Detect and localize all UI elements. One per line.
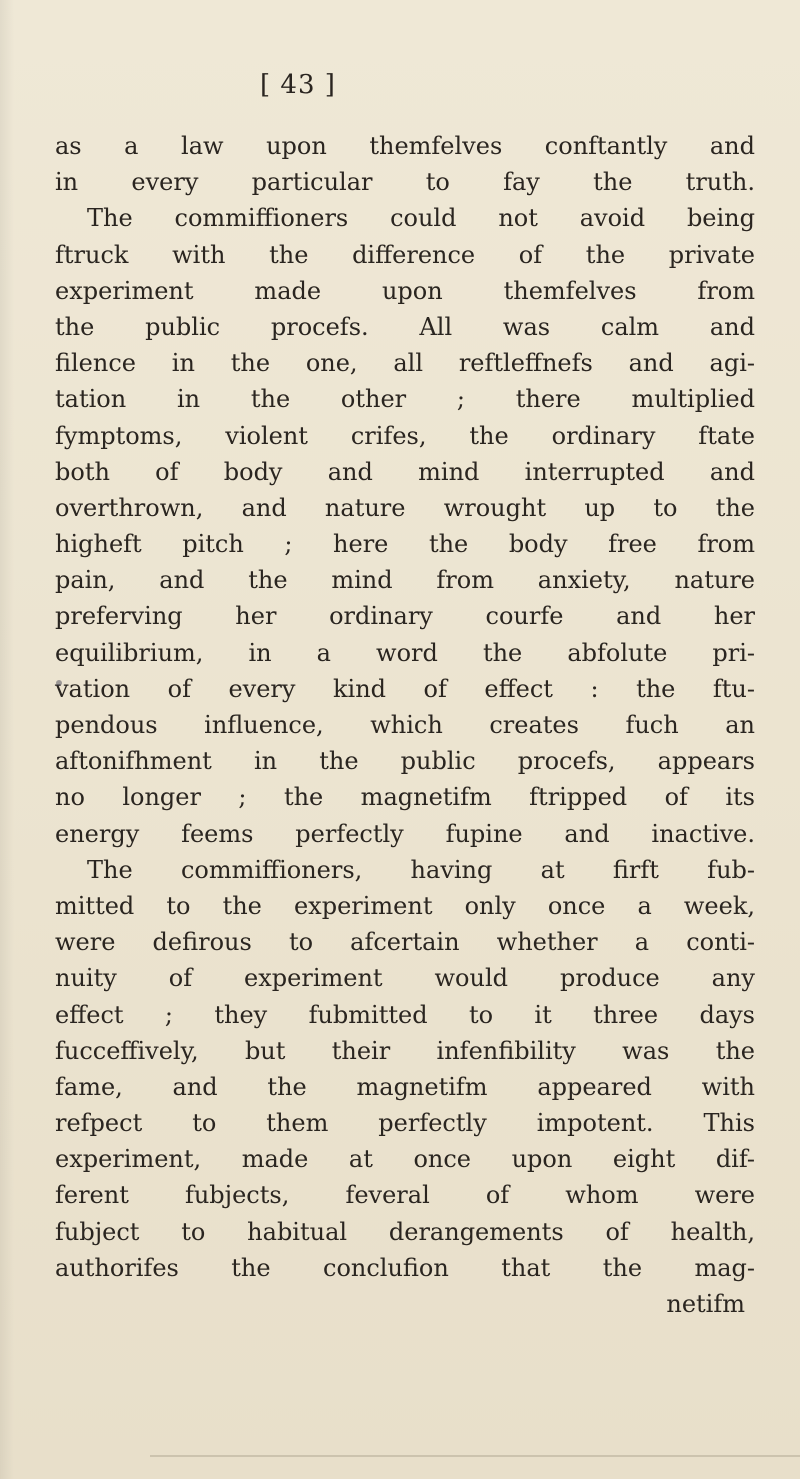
text-line: authorifes the conclufion that the mag- bbox=[55, 1253, 755, 1282]
text-line: fubject to habitual derangements of health, bbox=[55, 1217, 755, 1246]
text-line: effect ; they fubmitted to it three days bbox=[55, 1000, 755, 1029]
text-line: fame, and the magnetifm appeared with bbox=[55, 1072, 755, 1101]
catchword: netifm bbox=[666, 1290, 745, 1318]
text-line: in every particular to fay the truth. bbox=[55, 168, 755, 197]
text-line: experiment, made at once upon eight dif- bbox=[55, 1145, 755, 1174]
text-line: ftruck with the difference of the private bbox=[55, 240, 755, 269]
text-line: higheft pitch ; here the body free from bbox=[55, 530, 755, 559]
text-line: energy feems perfectly fupine and inactive. bbox=[55, 819, 755, 848]
text-line: fymptoms, violent crifes, the ordinary ftate bbox=[55, 421, 755, 450]
page-bottom-edge bbox=[150, 1455, 800, 1457]
text-line: ferent fubjects, feveral of whom were bbox=[55, 1181, 755, 1210]
text-line: both of body and mind interrupted and bbox=[55, 457, 755, 486]
text-line: pain, and the mind from anxiety, nature bbox=[55, 566, 755, 595]
ink-speck bbox=[56, 680, 62, 686]
text-line: vation of every kind of effect : the ftu- bbox=[55, 674, 755, 703]
text-line: experiment made upon themfelves from bbox=[55, 276, 755, 305]
page-number: [ 43 ] bbox=[260, 70, 336, 100]
text-line: mitted to the experiment only once a week, bbox=[55, 891, 755, 920]
text-line: the public procefs. All was calm and bbox=[55, 312, 755, 341]
text-line: aftonifhment in the public procefs, appears bbox=[55, 747, 755, 776]
text-line: equilibrium, in a word the abfolute pri- bbox=[55, 638, 755, 667]
text-line: The commiffioners, having at firft fub- bbox=[87, 855, 755, 884]
text-line: filence in the one, all reftleffnefs and agi- bbox=[55, 349, 755, 378]
text-line: pendous influence, which creates fuch an bbox=[55, 711, 755, 739]
text-line: tation in the other ; there multiplied bbox=[55, 385, 755, 414]
text-line: refpect to them perfectly impotent. This bbox=[55, 1109, 755, 1138]
body-text bbox=[55, 128, 755, 1322]
text-line: The commiffioners could not avoid being bbox=[87, 204, 755, 233]
text-line: nuity of experiment would produce any bbox=[55, 964, 755, 993]
text-line: no longer ; the magnetifm ftripped of its bbox=[55, 783, 755, 812]
page-edge-shadow bbox=[0, 0, 14, 1479]
text-line: overthrown, and nature wrought up to the bbox=[55, 493, 755, 522]
text-line: preferving her ordinary courfe and her bbox=[55, 602, 755, 631]
text-line: were defirous to afcertain whether a conti- bbox=[55, 928, 755, 957]
text-line: as a law upon themfelves conftantly and bbox=[55, 132, 755, 160]
text-line: fucceffively, but their infenfibility was the bbox=[55, 1036, 755, 1065]
